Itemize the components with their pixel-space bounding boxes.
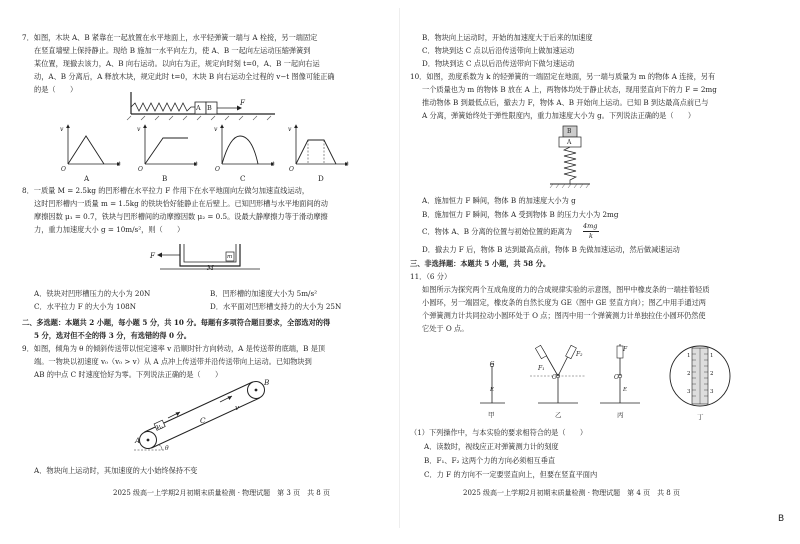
q7-axis-t-d: t <box>346 161 349 168</box>
q11-sub1: （1）下列操作中，与本实验的要求相符合的是（ ） <box>410 428 588 437</box>
q10-option-d: D．撤去力 F 后，物体 B 达到最高点前，物体 B 先做加速运动，然后做减速运动 <box>422 245 680 254</box>
q7-axis-t-a: t <box>118 161 121 168</box>
q7-origin-c: O <box>215 166 220 173</box>
q8-option-a: A．铁块对凹形槽压力的大小为 20N <box>34 289 151 298</box>
q11-scale-l1: 1 <box>687 353 691 359</box>
q8-line-2: 这时凹形槽内一质量 m = 1.5kg 的铁块恰好能静止在后壁上。已知凹形槽与水平地面间的动 <box>34 199 328 208</box>
q11-scale-r3: 3 <box>710 389 714 395</box>
q7-line-5: 的是（ ） <box>34 85 78 94</box>
q7-graph-label-c: C <box>240 174 246 183</box>
section3: 三、非选择题：本题共 5 小题，共 58 分。 <box>410 259 551 268</box>
q7-line-1: 7．如图，木块 A、B 紧靠在一起放置在水平地面上，水平轻弹簧一端与 A 栓接，另一端固定 <box>22 33 318 42</box>
left-footer: 2025 级高一上学期2月初期末质量检测 · 物理试题 第 3 页 共 8 页 <box>113 489 330 497</box>
q8-mass-M: M <box>207 264 214 272</box>
q11-scale-l2: 2 <box>687 371 691 377</box>
q10-block-b: B <box>567 128 572 135</box>
q11-label-g: G <box>490 361 495 367</box>
q9-label-c: C <box>200 416 206 425</box>
q11-sub-option-b: B．F₁、F₂ 这两个力的方向必须相互垂直 <box>424 456 556 465</box>
graph-b <box>145 125 197 164</box>
q9-line-2: 端。一物块以初速度 v₀（v₀ > v）从 A 点冲上传送带并沿传送带向上运动。已知物块到 <box>34 357 312 366</box>
q7-graph-label-a: A <box>84 174 90 183</box>
q9-option-d: D．物块到达 C 点以后沿传送带向下做匀速运动 <box>422 59 575 68</box>
q7-axis-v-b: v <box>137 126 141 133</box>
q9-label-b: B <box>264 378 270 387</box>
q11-label-e: E <box>490 387 495 393</box>
q10-line-3: 推动物体 B 到最低点后，撤去力 F，物体 A、B 开始向上运动。已知 B 到达最高点前已与 <box>422 98 709 107</box>
q8-force-label: F <box>150 251 155 260</box>
q9-label-a: A <box>135 436 141 445</box>
q7-line-2: 在竖直墙壁上保持静止。现给 B 施加一水平向左力，使 A、B 一起向左运动压缩弹簧到 <box>34 46 311 55</box>
graph-c <box>222 125 274 164</box>
q7-axis-v-d: v <box>288 126 292 133</box>
q9-option-c: C．物块到达 C 点以后沿传送带向上做加速运动 <box>422 46 575 55</box>
q11-scale-r1: 1 <box>710 353 714 359</box>
q11-fig-jia: 甲 <box>488 411 495 419</box>
q8-mass-m: m <box>227 254 233 260</box>
q11-label-o-bing: O <box>614 374 619 381</box>
q11-label-e-bing: E <box>623 387 628 393</box>
q10-option-c: C．物体 A、B 分离的位置与初始位置的距离为 <box>422 227 572 236</box>
q7-line-3: 某位置，现撤去该力，A、B 向右运动。以向右为正，规定向时刻 t=0，A、B 一起向右运 <box>34 59 320 68</box>
q11-scale-l3: 3 <box>687 389 691 395</box>
q7-axis-v-c: v <box>214 126 218 133</box>
q7-line-4: 动，A、B 分离后，A 释放木块，规定此时 t=0，木块 B 向右运动全过程的 v−t 图像可能正确 <box>34 72 335 81</box>
q7-graph-label-b: B <box>162 174 168 183</box>
q10-option-a: A．施加恒力 F 瞬间，物体 B 的加速度大小为 g <box>422 196 576 205</box>
graph-a <box>68 125 120 164</box>
q11-fig-ding: 丁 <box>697 413 704 421</box>
section2-line-2: 5 分，选对但不全的得 3 分，有选错的得 0 分。 <box>34 331 191 340</box>
corner-letter: B <box>778 514 785 524</box>
q10-frac-den: k <box>589 232 593 240</box>
q8-line-3: 摩擦因数 μ₁ = 0.7，铁块与凹形槽间的动摩擦因数 μ₂ = 0.5。设最大静摩擦力等于滑动摩擦 <box>34 212 328 221</box>
q8-option-d: D．水平面对凹形槽支持力的大小为 25N <box>210 302 342 311</box>
right-footer: 2025 级高一上学期2月初期末质量检测 · 物理试题 第 4 页 共 8 页 <box>463 489 680 497</box>
q8-option-b: B．凹形槽的加速度大小为 5m/s² <box>210 289 318 298</box>
q11-line-4: 它处于 O 点。 <box>422 324 469 333</box>
q11-sub-option-c: C．力 F 的方向不一定要竖直向上，但要在竖直平面内 <box>424 470 598 479</box>
q11-fig-bing: 丙 <box>617 411 624 419</box>
q7-graph-label-d: D <box>318 174 324 183</box>
q7-block-a: A <box>196 104 201 112</box>
q9-label-v: v <box>235 403 240 412</box>
q7-axis-t-c: t <box>272 161 275 168</box>
q9-line-3: AB 的中点 C 时速度恰好为零。下列说法正确的是（ ） <box>34 370 223 379</box>
q8-line-4: 力，重力加速度大小 g = 10m/s²，则（ ） <box>34 225 185 234</box>
q11-label-f1: F₁ <box>538 365 545 372</box>
q10-option-b: B．施加恒力 F 瞬间，物体 A 受到物体 B 的压力大小为 2mg <box>422 210 619 219</box>
q7-axis-v-a: v <box>60 126 64 133</box>
q11-line-3: 个弹簧测力计共同拉动小圆环处于 O 点；图丙中用一个弹簧测力计单独拉住小圆环仍然使 <box>422 311 706 320</box>
q11-line-2: 小圆环，另一端固定，橡皮条的自然长度为 GE（图中 GE 竖直方向）；图乙中用手通过两 <box>422 298 706 307</box>
q10-block-a: A <box>567 139 572 146</box>
q11-scale-r2: 2 <box>710 371 714 377</box>
right-page <box>400 0 800 544</box>
q7-origin-b: O <box>138 166 143 173</box>
section2-line-1: 二、多选题：本题共 2 小题，每小题 5 分，共 10 分。每题有多项符合题目要求，全部选对的得 <box>22 318 331 327</box>
q10-frac-num: 4mg <box>583 222 598 230</box>
q7-vt-graphs <box>60 120 350 172</box>
q7-block-b: B <box>207 104 212 112</box>
q8-option-c: C．水平拉力 F 的大小为 108N <box>34 302 137 311</box>
q9-option-b: B．物块向上运动时，开始的加速度大于后来的加速度 <box>422 33 593 42</box>
q11-head: 11．（6 分） <box>410 272 452 281</box>
q11-fig-yi: 乙 <box>555 411 562 419</box>
q7-origin-d: O <box>289 166 294 173</box>
q11-label-f: F <box>623 346 628 353</box>
q10-line-1: 10．如图，劲度系数为 k 的轻弹簧的一端固定在地面，另一端与质量为 m 的物体 A 连接，另有 <box>410 72 716 81</box>
q11-label-o-yi: O <box>552 374 557 381</box>
q7-axis-t-b: t <box>195 161 198 168</box>
q9-label-theta: θ <box>165 445 169 452</box>
q11-sub-option-a: A．读数时，视线应正对弹簧测力计的刻度 <box>424 442 559 451</box>
q11-line-1: 如图所示为探究两个互成角度的力的合成规律实验的示意图，图甲中橡皮条的一端挂着轻质 <box>422 285 710 294</box>
q8-line-1: 8．一质量 M = 2.5kg 的凹形槽在水平拉力 F 作用下在水平地面向左做匀加速直线运动， <box>22 186 310 195</box>
q10-line-4: A 分离，弹簧始终处于弹性限度内，重力加速度大小为 g。下列说法正确的是（ ） <box>422 111 696 120</box>
q9-option-a: A．物块向上运动时，其加速度的大小始终保持不变 <box>34 466 198 475</box>
q7-force-label: F <box>240 98 245 107</box>
graph-d <box>296 125 348 164</box>
q7-origin-a: O <box>61 166 66 173</box>
q10-line-2: 一个质量也为 m 的物体 B 放在 A 上，两物体均处于静止状态，现用竖直向下的力 F = 2mg <box>422 85 717 94</box>
q9-line-1: 9．如图，倾角为 θ 的倾斜传送带以恒定速率 v 沿顺时针方向转动，A 是传送带的底端，B 是顶 <box>22 344 326 353</box>
q11-label-f2: F₂ <box>576 351 583 358</box>
q9-label-v0: v₀ <box>156 422 163 431</box>
